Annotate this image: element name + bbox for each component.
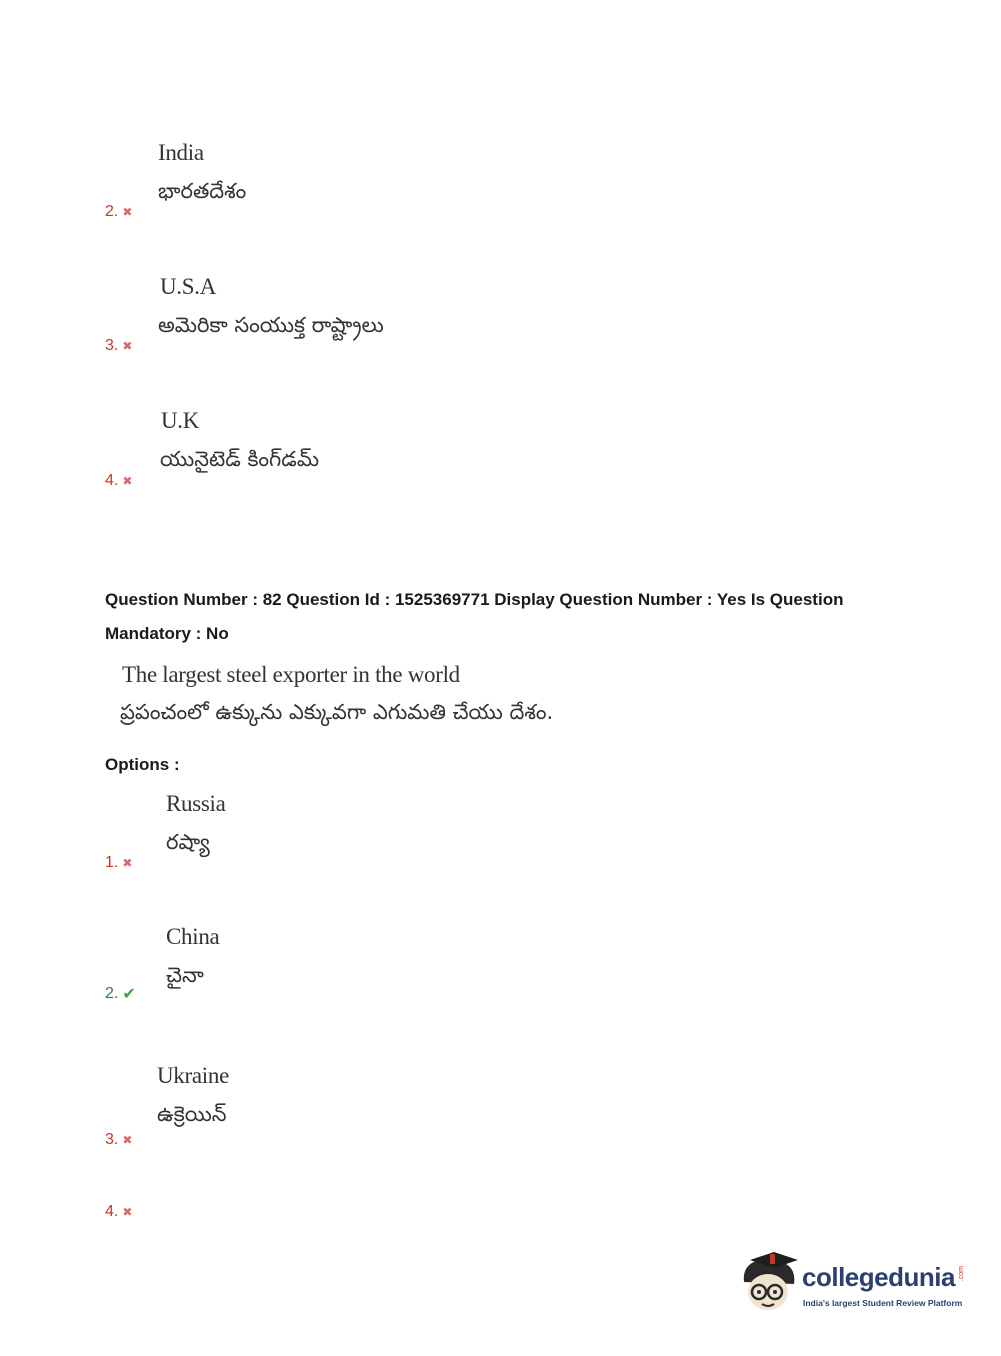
- question-header-line2: Mandatory : No: [105, 624, 229, 643]
- option-number: [105, 1131, 132, 1149]
- cross-icon: ✖: [122, 339, 133, 353]
- option-english: U.S.A: [160, 274, 217, 299]
- options-label: Options :: [105, 755, 180, 774]
- cross-icon: ✖: [122, 205, 133, 219]
- question-text-english: The largest steel exporter in the world: [122, 662, 460, 687]
- logo-domain: .com: [958, 1266, 965, 1282]
- question-header: [105, 583, 925, 651]
- option-english: India: [158, 140, 204, 165]
- collegedunia-logo: [740, 1248, 970, 1318]
- option-telugu: ఉక్రెయిన్: [157, 1102, 227, 1126]
- option-number-label: 4.: [105, 472, 119, 489]
- logo-wordmark: collegedunia: [802, 1262, 955, 1292]
- option-number-label: 2.: [105, 985, 119, 1002]
- question-text-telugu: ప్రపంచంలో ఉక్కును ఎక్కువగా ఎగుమతి చేయు దేశం.: [120, 700, 554, 724]
- cross-icon: ✖: [122, 474, 133, 488]
- option-telugu: రష్యా: [166, 830, 210, 854]
- option-number-label: 4.: [105, 1203, 119, 1220]
- option-number: [105, 337, 132, 355]
- option-number: [105, 1203, 132, 1221]
- option-telugu: భారతదేశం: [158, 179, 247, 203]
- option-english: Russia: [166, 791, 226, 816]
- question-header-line1: Question Number : 82 Question Id : 1525369771 Display Question Number : Yes Is Question: [105, 590, 844, 609]
- option-english: China: [166, 924, 220, 949]
- cross-icon: ✖: [122, 1205, 133, 1219]
- option-number-label: 2.: [105, 203, 119, 220]
- option-english: Ukraine: [157, 1063, 229, 1088]
- option-number-label: 3.: [105, 1131, 119, 1148]
- option-number: [105, 203, 132, 221]
- logo-tagline: India's largest Student Review Platform: [803, 1298, 963, 1308]
- cross-icon: ✖: [122, 856, 133, 870]
- option-number: [105, 854, 132, 872]
- option-telugu: చైనా: [166, 963, 204, 987]
- option-telugu: అమెరికా సంయుక్త రాష్ట్రాలు: [158, 313, 384, 337]
- check-icon: ✔: [122, 986, 136, 1003]
- option-number-label: 3.: [105, 337, 119, 354]
- option-english: U.K: [161, 408, 200, 433]
- option-telugu: యునైటెడ్ కింగ్‌డమ్: [160, 447, 320, 471]
- mascot-icon: [740, 1252, 800, 1314]
- option-number: [105, 472, 132, 490]
- option-number: [105, 984, 136, 1004]
- option-number-label: 1.: [105, 854, 119, 871]
- cross-icon: ✖: [122, 1133, 133, 1147]
